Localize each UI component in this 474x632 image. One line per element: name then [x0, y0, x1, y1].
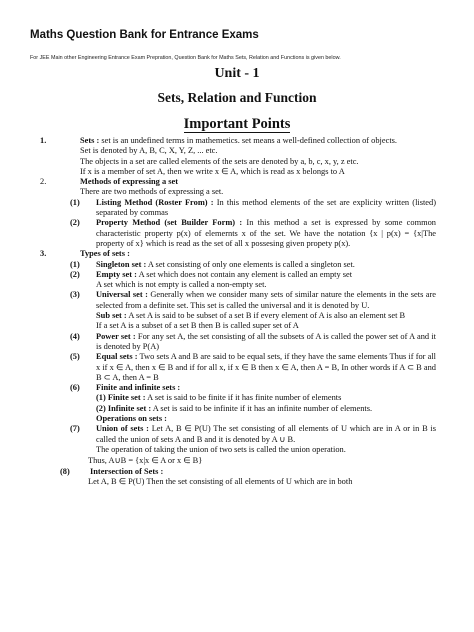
list-item: [0, 218, 474, 249]
term: Power set :: [96, 331, 136, 341]
item-number: (5): [70, 352, 80, 362]
term: Property Method (set Builder Form) :: [96, 218, 243, 228]
operations-heading: [0, 414, 474, 424]
item-text: A set A is said to be subset of a set B if every element of A is also an element set B: [126, 311, 406, 321]
item-number: (6): [70, 383, 80, 393]
item-number: (3): [70, 290, 80, 300]
section-1-line-3: The objects in a set are called elements of the sets are denoted by a, b, c, x, y, z etc.: [80, 156, 359, 166]
item-text: A set which does not contain any element is called an empty set: [136, 269, 353, 279]
item-text: A set is said to be infinite if it has an infinite number of elements.: [151, 403, 373, 413]
section-number: 2.: [40, 177, 47, 187]
definition-text: set is an undefined terms in mathemetics. set means a well-defined collection of objects.: [99, 136, 397, 145]
union-formula: Thus, A∪B = {x|x ∈ A or x ∈ B}: [88, 456, 203, 466]
list-item: [0, 424, 474, 445]
list-item: [0, 352, 474, 383]
item-text: For any set A, the set consisting of all the subsets of A is called the power set of A and it is denoted by P(A): [96, 331, 436, 351]
subset-definition: [0, 311, 474, 321]
item-continuation: A set which is not empty is called a non-empty set.: [96, 280, 267, 290]
section-3-title: Types of sets :: [80, 249, 130, 259]
section-1-line-4: If x is a member of set A, then we write x ∈ A, which is read as x belongs to A: [80, 166, 345, 176]
term: (2) Infinite set :: [96, 403, 152, 413]
chapter-title: Sets, Relation and Function: [157, 90, 317, 105]
item-number: (4): [70, 331, 80, 341]
finite-set-definition: [0, 393, 474, 403]
item-text: In this method elements of the set are explicity written (listed) separated by commas: [96, 197, 437, 218]
page-header-subtitle: For JEE Main other Engineering Entrance Exam Prepration, Question Bank for Maths Sets, Relation and Functions is given below.: [30, 55, 341, 61]
item-text: Generally when we consider many sets of similar nature the elements in the sets are selected from a definite set. This set is called the universal and it is denoted by U.: [96, 290, 437, 310]
term: Equal sets :: [96, 352, 138, 362]
item-number: (2): [70, 269, 80, 279]
section-2: [0, 177, 474, 187]
section-number: 1.: [40, 136, 47, 145]
term: Empty set :: [96, 269, 137, 279]
section-1: [0, 136, 474, 146]
infinite-set-definition: [0, 404, 474, 414]
item-text: Let A, B ∈ P(U) The set consisting of all elements of U which are in A or in B is called the union of sets A and B and it is denoted by A ∪ B.: [96, 424, 436, 444]
item-number: (2): [70, 218, 80, 228]
important-points-text: Important Points: [183, 116, 291, 132]
list-item: [0, 198, 474, 219]
intersection-text: Let A, B ∈ P(U) Then the set consisting of all elements of U which are in both: [88, 476, 353, 486]
section-2-title: Methods of expressing a set: [80, 177, 179, 187]
term: Union of sets :: [96, 424, 149, 434]
item-title: Finite and infinite sets :: [96, 383, 181, 393]
list-item: [0, 270, 474, 280]
list-item: [0, 260, 474, 270]
item-number: (1): [70, 259, 80, 269]
list-item: [0, 290, 474, 311]
notes-content: [0, 136, 474, 487]
section-3: [0, 249, 474, 259]
list-item: [0, 332, 474, 353]
section-2-intro: There are two methods of expressing a set.: [80, 187, 224, 197]
operations-text: Operations on sets :: [96, 414, 167, 424]
item-text: A set consisting of only one elements is called a singleton set.: [146, 259, 355, 269]
term: (1) Finite set :: [96, 393, 146, 403]
item-number: (7): [70, 424, 80, 434]
superset-definition: If a set A is a subset of a set B then B is called super set of A: [96, 321, 299, 331]
item-text: In this method a set is expressed by some common characteristic property p(x) of elemernts x of the set. We have the notation {x | p(x) = {x|The property of x} which is read as the set of all x possesing given propety p(x).: [96, 218, 436, 248]
section-number: 3.: [40, 249, 47, 259]
important-points-heading: [0, 115, 474, 133]
term: Sets :: [80, 136, 100, 145]
item-text: A set is said to be finite if it has finite number of elements: [145, 393, 342, 403]
list-item: [0, 467, 474, 477]
list-item: [0, 383, 474, 393]
item-number: (8): [60, 466, 70, 476]
term: Singleton set :: [96, 259, 147, 269]
page-header-title: Maths Question Bank for Entrance Exams: [30, 29, 259, 41]
term: Universal set :: [96, 290, 148, 300]
item-continuation: The operation of taking the union of two sets is called the union operation.: [96, 444, 346, 454]
item-text: Two sets A and B are said to be equal sets, if they have the same elements Thus if for all x if x ∈ A, then x ∈ B and if for all x, if x ∈ B then x ∈ A, then A = B, In other words if A ⊂ B and B ⊂ A, then A = B: [96, 352, 436, 382]
section-1-line-2: Set is denoted by A, B, C, X, Y, Z, ... etc.: [80, 146, 218, 156]
term: Listing Method (Roster From) :: [96, 197, 214, 207]
section-1-definition: [0, 136, 474, 146]
item-number: (1): [70, 197, 80, 207]
term: Sub set :: [96, 311, 127, 321]
unit-heading: Unit - 1: [214, 66, 260, 81]
item-title: Intersection of Sets :: [90, 466, 164, 476]
